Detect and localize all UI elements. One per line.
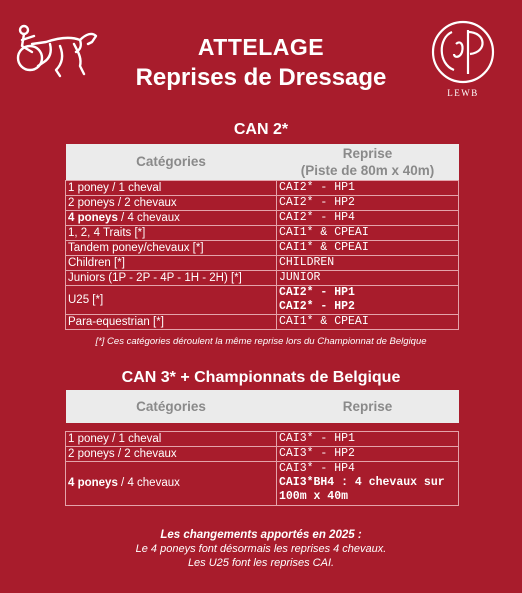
- reprise-cell: [277, 461, 459, 505]
- can2-col-reprise: [277, 144, 459, 180]
- can3-heading: CAN 3* + Championnats de Belgique: [121, 369, 401, 386]
- table-row: [66, 431, 459, 446]
- category-bold: 4 poneys: [68, 477, 118, 489]
- category-rest: / 4 chevaux: [117, 477, 180, 489]
- category-cell: 1 poney / 1 cheval: [66, 431, 277, 446]
- category-cell: U25 [*]: [66, 285, 277, 314]
- category-cell: 2 poneys / 2 chevaux: [66, 446, 277, 461]
- category-cell: [66, 210, 277, 225]
- reprise-cell: [277, 285, 459, 314]
- page-title-line2: Reprises de Dressage: [135, 64, 387, 91]
- table-row: [66, 461, 459, 505]
- footer-line1: Les changements apportés en 2025 :: [160, 529, 362, 541]
- table-row: [66, 255, 459, 270]
- reprise-cell: CAI3* - HP2: [277, 446, 459, 461]
- footer-line3: Les U25 font les reprises CAI.: [187, 557, 335, 569]
- table-row: [66, 270, 459, 285]
- can2-heading: CAN 2*: [233, 121, 289, 138]
- reprise-line1: CAI2* - HP1: [279, 285, 355, 299]
- category-cell: 1 poney / 1 cheval: [66, 180, 277, 195]
- spacer-row: [66, 423, 459, 431]
- can3-header-row: [66, 390, 459, 423]
- table-row: [66, 314, 459, 329]
- reprise-cell: CAI2* - HP4: [277, 210, 459, 225]
- reprise-line2: CAI2* - HP2: [279, 299, 355, 313]
- category-rest: / 4 chevaux: [117, 211, 180, 224]
- reprise-cell: JUNIOR: [277, 270, 459, 285]
- can2-header-row: [66, 144, 459, 180]
- table-row: [66, 195, 459, 210]
- footer-notes: [0, 528, 522, 570]
- category-cell: Para-equestrian [*]: [66, 314, 277, 329]
- can2-table: [65, 144, 459, 330]
- table-row: [66, 210, 459, 225]
- category-cell: Tandem poney/chevaux [*]: [66, 240, 277, 255]
- can2-col-reprise-line1: Reprise: [342, 145, 393, 161]
- can2-col-categories: Catégories: [66, 144, 277, 180]
- can3-col-reprise: Reprise: [277, 390, 459, 423]
- table-row: [66, 240, 459, 255]
- lewb-logo-text: LEWB: [447, 88, 479, 98]
- can2-col-reprise-line2: (Piste de 80m x 40m): [300, 162, 435, 178]
- reprise-line3: 100m x 40m: [279, 490, 349, 503]
- category-cell: 2 poneys / 2 chevaux: [66, 195, 277, 210]
- reprise-cell: CAI1* & CPEAI: [277, 225, 459, 240]
- reprise-line1: CAI3* - HP4: [279, 462, 355, 475]
- table-row: [66, 446, 459, 461]
- footer-line2: Le 4 poneys font désormais les reprises 4 chevaux.: [135, 543, 387, 555]
- can2-footnote: [*] Ces catégories déroulent la même reprise lors du Championnat de Belgique: [95, 336, 427, 347]
- reprise-cell: CAI1* & CPEAI: [277, 240, 459, 255]
- can3-col-categories: Catégories: [66, 390, 277, 423]
- page-title-line1: ATTELAGE: [197, 34, 325, 60]
- category-cell: 1, 2, 4 Traits [*]: [66, 225, 277, 240]
- category-cell: Children [*]: [66, 255, 277, 270]
- reprise-cell: CAI2* - HP2: [277, 195, 459, 210]
- reprise-cell: CAI2* - HP1: [277, 180, 459, 195]
- can3-table: [65, 390, 459, 506]
- category-cell: Juniors (1P - 2P - 4P - 1H - 2H) [*]: [66, 270, 277, 285]
- table-row: [66, 225, 459, 240]
- category-bold: 4 poneys: [68, 211, 118, 224]
- reprise-line2: CAI3*BH4 : 4 chevaux sur: [279, 476, 445, 489]
- table-row: [66, 285, 459, 314]
- reprise-cell: CHILDREN: [277, 255, 459, 270]
- category-cell: [66, 461, 277, 505]
- reprise-cell: CAI1* & CPEAI: [277, 314, 459, 329]
- table-row: [66, 180, 459, 195]
- reprise-cell: CAI3* - HP1: [277, 431, 459, 446]
